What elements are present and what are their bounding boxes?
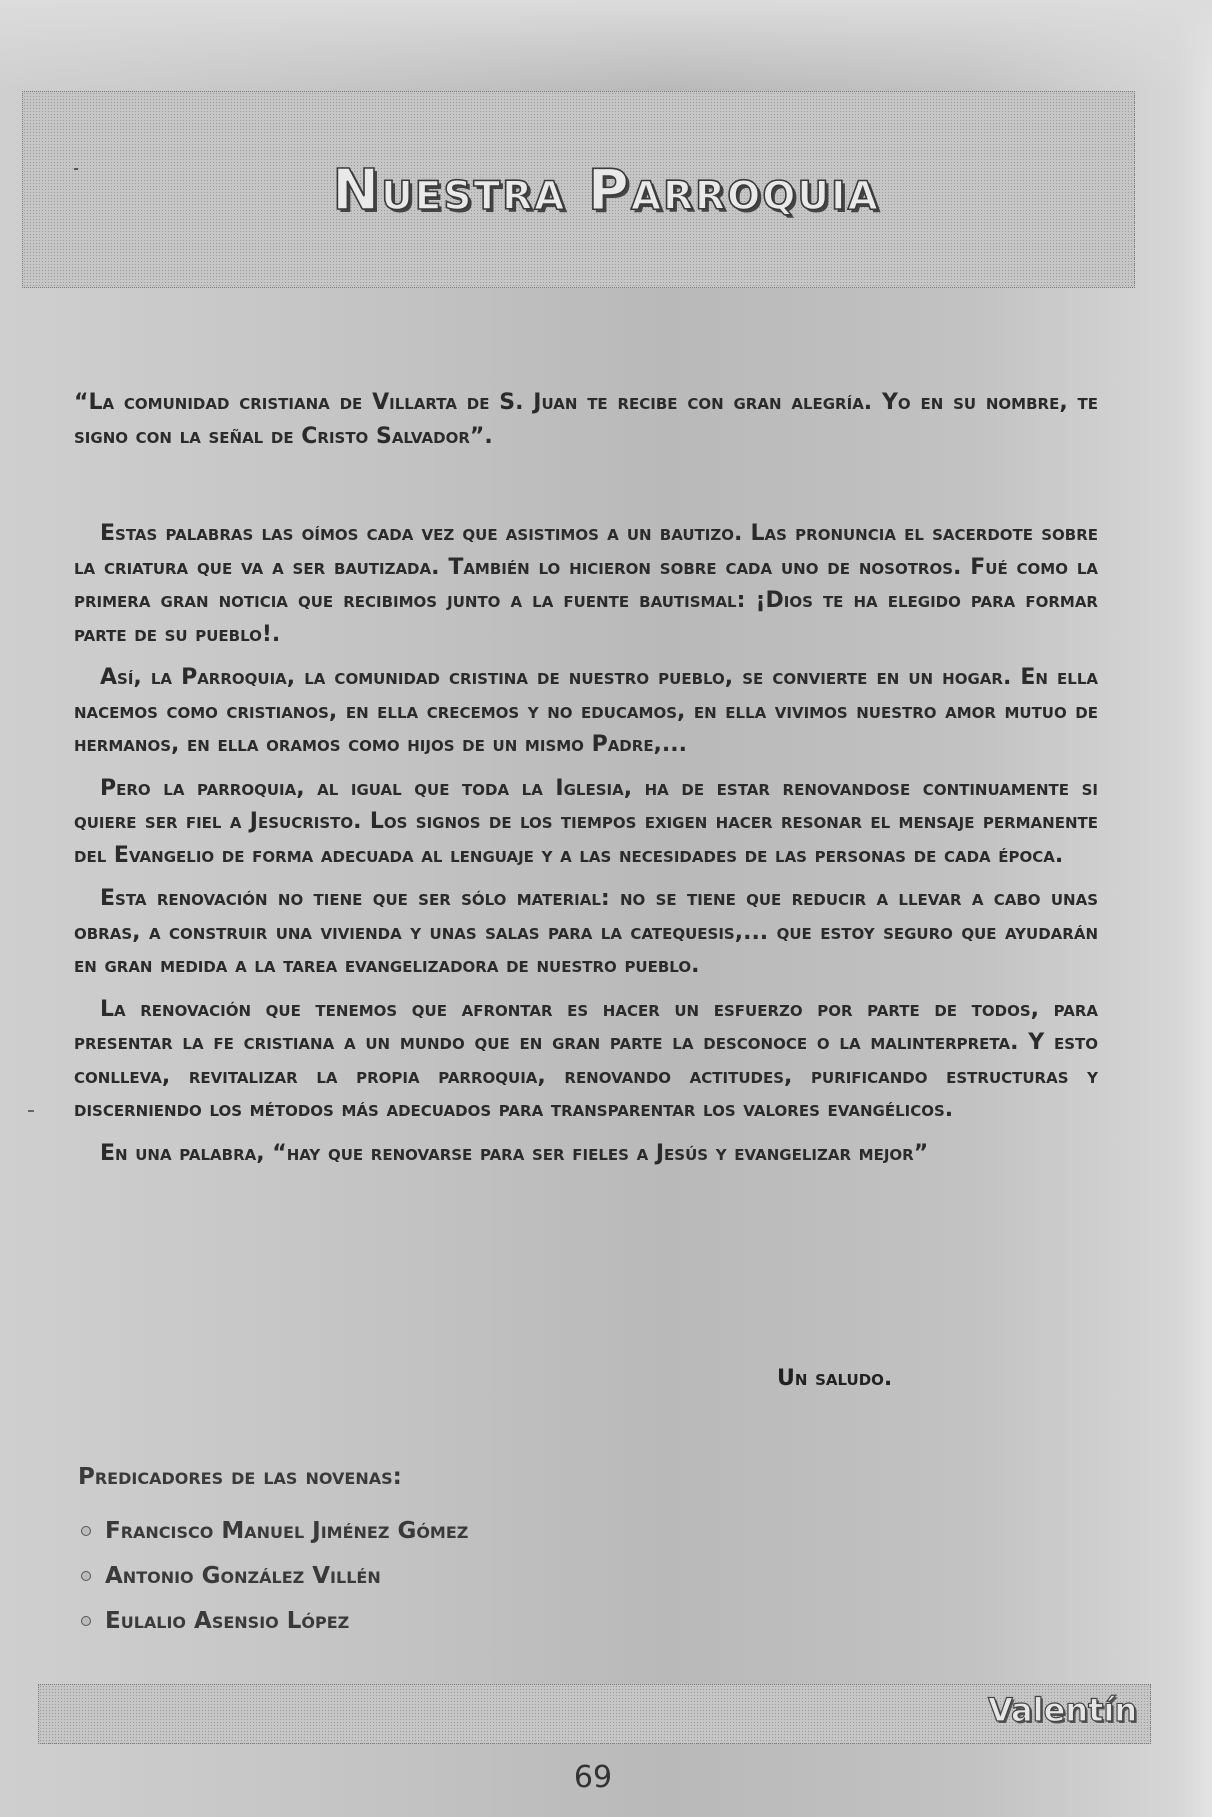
- preacher-item: [78, 1553, 468, 1598]
- preacher-name: Antonio González Villén: [105, 1562, 381, 1589]
- page-number: 69: [573, 1760, 613, 1795]
- bullet-icon: [81, 1616, 91, 1626]
- paragraph: Así, la Parroquia, la comunidad cristina de nuestro pueblo, se convierte en un hogar. En ella nacemos como cristianos, en ella crecemos y no educamos, en ella vivimos nuestro amor mutuo de hermanos, en ella oramos como hijos de un mismo Padre,...: [74, 665, 1098, 757]
- preacher-name: Eulalio Asensio López: [105, 1607, 350, 1634]
- paragraph: La renovación que tenemos que afrontar es hacer un esfuerzo por parte de todos, para presentar la fe cristiana a un mundo que en gran parte la desconoce o la malinterpreta. Y esto conlleva, revitalizar la propia parroquia, renovando actitudes, purificando estructuras y discerniendo los métodos más adecuados para transparentar los valores evangélicos.: [74, 996, 1098, 1122]
- preachers-heading: Predicadores de las novenas:: [78, 1464, 402, 1490]
- intro-quote: [74, 386, 1098, 453]
- paragraph: Pero la parroquia, al igual que toda la Iglesia, ha de estar renovandose continuamente si quiere ser fiel a Jesucristo. Los signos de los tiempos exigen hacer resonar el mensaje permanente del Evangelio de forma adecuada al lenguaje y a las necesidades de las personas de cada época.: [74, 775, 1098, 868]
- preacher-name: Francisco Manuel Jiménez Gómez: [105, 1517, 469, 1544]
- page-title: Nuestra Parroquia: [332, 158, 880, 223]
- paragraph: Estas palabras las oímos cada vez que asistimos a un bautizo. Las pronuncia el sacerdote sobre la criatura que va a ser bautizada. También lo hicieron sobre cada uno de nosotros. Fué como la primera gran noticia que recibimos junto a la fuente bautismal: ¡Dios te ha elegido para formar parte de su pueblo!.: [74, 521, 1098, 647]
- footer-banner: [38, 1684, 1151, 1744]
- preachers-section: [78, 1462, 468, 1643]
- preacher-item: [78, 1598, 468, 1643]
- closing-greeting: Un saludo.: [777, 1366, 893, 1391]
- bullet-icon: [81, 1526, 91, 1536]
- paragraph: En una palabra, “hay que renovarse para ser fieles a Jesús y evangelizar mejor”: [100, 1140, 929, 1166]
- paragraph: Esta renovación no tiene que ser sólo material: no se tiene que reducir a llevar a cabo unas obras, a construir una vivienda y unas salas para la catequesis,... que estoy seguro que ayudarán en gran medida a la tarea evangelizadora de nuestro pueblo.: [74, 886, 1098, 978]
- intro-paragraph: “La comunidad cristiana de Villarta de S. Juan te recibe con gran alegría. Yo en su nombre, te signo con la señal de Cristo Salvador”.: [74, 390, 1098, 449]
- scan-speck: [28, 1110, 34, 1112]
- author-signature: Valentín: [988, 1691, 1138, 1729]
- page-top-shade: [0, 0, 1212, 90]
- preacher-item: [78, 1508, 468, 1553]
- article-body: [74, 517, 1098, 1170]
- bullet-icon: [81, 1571, 91, 1581]
